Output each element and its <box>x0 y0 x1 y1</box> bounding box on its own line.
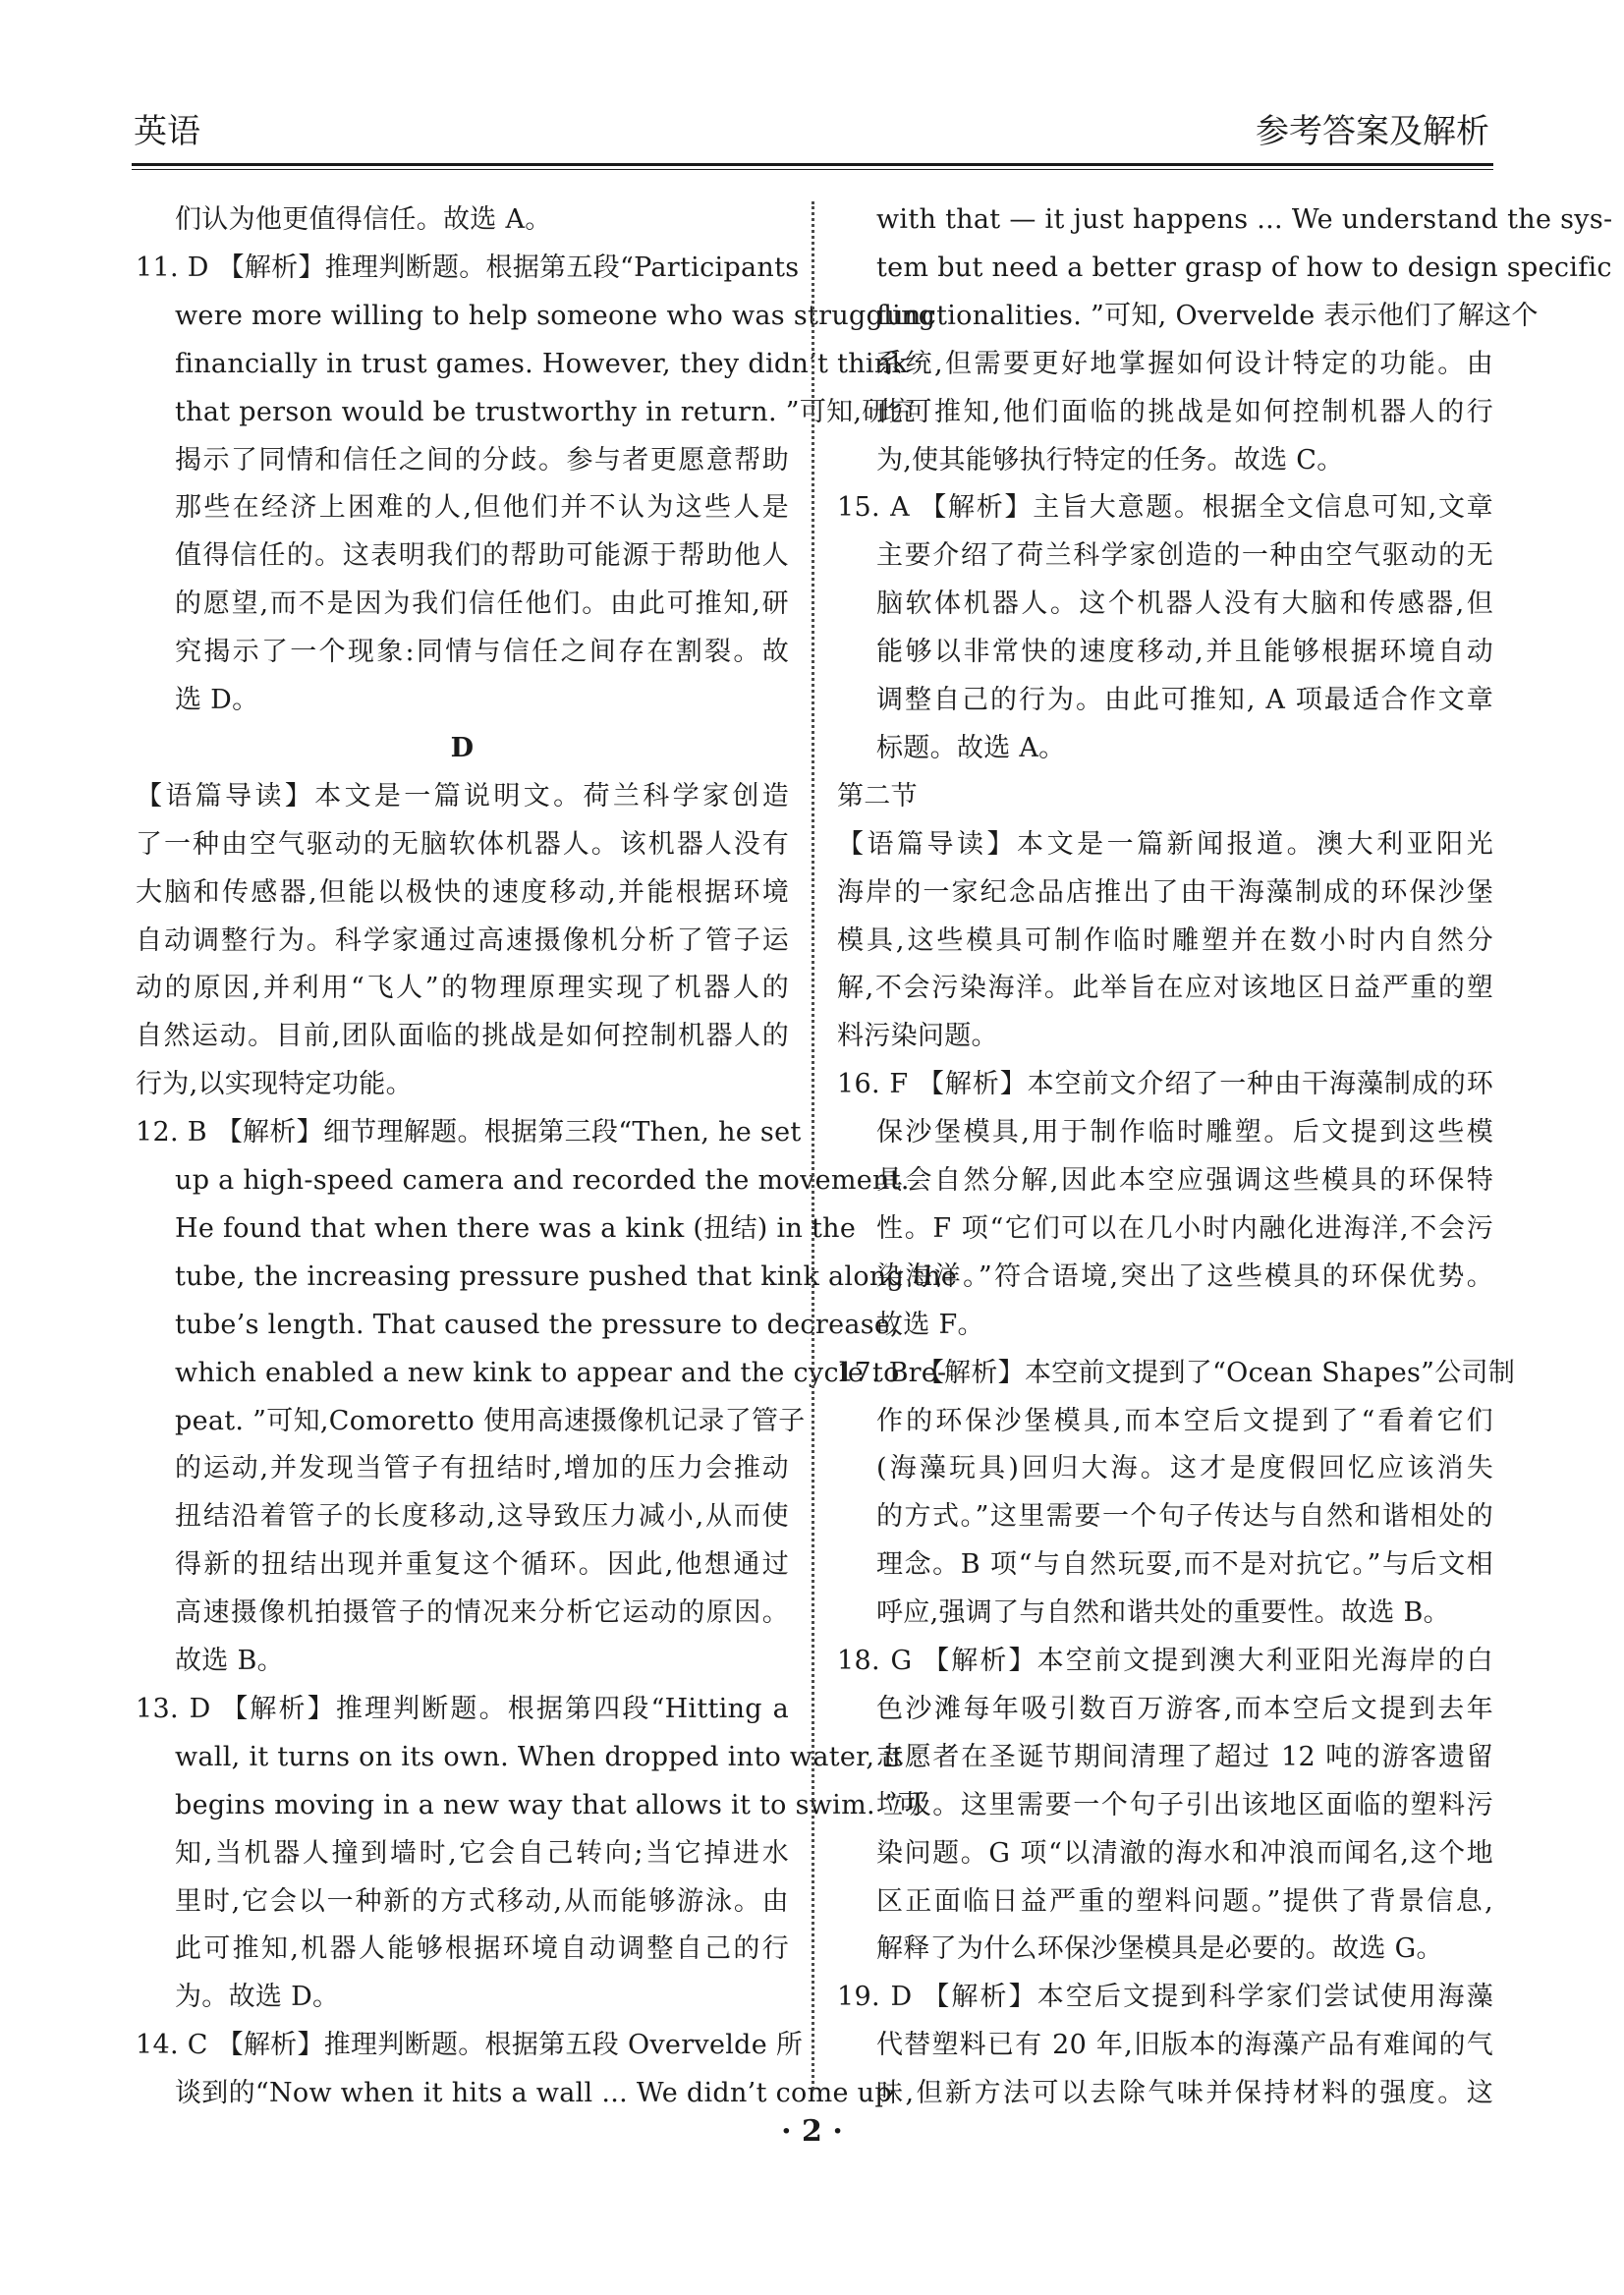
left-column-line: tube’s length. That caused the pressure to decrease, <box>175 1309 900 1340</box>
left-column-line: up a high-speed camera and recorded the movement. <box>175 1165 910 1196</box>
left-column-line: 选 D。 <box>175 685 259 715</box>
left-column-line: 揭示了同情和信任之间的分歧。参与者更愿意帮助 <box>175 444 789 476</box>
right-column-line: 为,使其能够执行特定的任务。故选 C。 <box>876 444 1344 476</box>
left-column-line: 得新的扭结出现并重复这个循环。因此,他想通过 <box>175 1549 789 1581</box>
left-column-line: 13. D 【解析】推理判断题。根据第四段“Hitting a <box>136 1693 789 1724</box>
right-column-line: 垃圾。这里需要一个句子引出该地区面临的塑料污 <box>876 1789 1493 1820</box>
right-column-line: 16. F 【解析】本空前文介绍了一种由干海藻制成的环 <box>837 1069 1493 1100</box>
page-number: · 2 · <box>781 2114 843 2149</box>
left-column-line: 自然运动。目前,团队面临的挑战是如何控制机器人的 <box>136 1021 789 1052</box>
left-column-line: that person would be trustworthy in return. ”可知,研究 <box>175 396 916 427</box>
right-column-line: 呼应,强调了与自然和谐共处的重要性。故选 B。 <box>876 1597 1450 1629</box>
left-column-line: 们认为他更值得信任。故选 A。 <box>175 204 552 235</box>
right-column-line: 志愿者在圣诞节期间清理了超过 12 吨的游客遗留 <box>876 1741 1493 1772</box>
right-column-line: tem but need a better grasp of how to design specific <box>876 252 1612 283</box>
left-column-line: 里时,它会以一种新的方式移动,从而能够游泳。由 <box>175 1885 789 1917</box>
right-column-line: functionalities. ”可知, Overvelde 表示他们了解这个 <box>876 300 1539 331</box>
left-column-line: 的愿望,而不是因为我们信任他们。由此可推知,研 <box>175 588 789 620</box>
right-column-line: 具会自然分解,因此本空应强调这些模具的环保特 <box>876 1165 1493 1196</box>
left-column-line: 究揭示了一个现象:同情与信任之间存在割裂。故 <box>175 637 789 668</box>
right-column-line: 18. G 【解析】本空前文提到澳大利亚阳光海岸的白 <box>837 1646 1493 1676</box>
left-column-line: financially in trust games. However, they didn’t think <box>175 348 909 379</box>
right-column-line: 系统,但需要更好地掌握如何设计特定的功能。由 <box>876 348 1493 379</box>
right-column-line: 解,不会污染海洋。此举旨在应对该地区日益严重的塑 <box>837 973 1493 1004</box>
right-column-line: 代替塑料已有 20 年,旧版本的海藻产品有难闻的气 <box>876 2030 1493 2061</box>
right-column-line: 解释了为什么环保沙堡模具是必要的。故选 G。 <box>876 1933 1443 1965</box>
right-column-line: 此可推知,他们面临的挑战是如何控制机器人的行 <box>876 396 1493 427</box>
left-column-line: 谈到的“Now when it hits a wall ... We didn’t come up <box>175 2078 892 2109</box>
right-column-line: 的方式。”这里需要一个句子传达与自然和谐相处的 <box>876 1501 1493 1533</box>
right-column-line: 19. D 【解析】本空后文提到科学家们尝试使用海藻 <box>837 1982 1493 2013</box>
right-column-line: 染问题。G 项“以清澈的海水和冲浪而闻名,这个地 <box>876 1837 1493 1869</box>
left-column-line: 为。故选 D。 <box>175 1982 340 2013</box>
left-column-line: 动的原因,并利用“飞人”的物理原理实现了机器人的 <box>136 973 789 1004</box>
right-column-line: 保沙堡模具,用于制作临时雕塑。后文提到这些模 <box>876 1117 1493 1148</box>
right-column-line: 模具,这些模具可制作临时雕塑并在数小时内自然分 <box>837 924 1493 956</box>
left-column-line: were more willing to help someone who was struggling <box>175 300 936 331</box>
left-column-line: begins moving in a new way that allows it to swim. ”可 <box>175 1789 925 1820</box>
right-column-line: 味,但新方法可以去除气味并保持材料的强度。这 <box>876 2078 1493 2109</box>
header-section-title: 参考答案及解析 <box>1256 112 1489 151</box>
left-column-line: 扭结沿着管子的长度移动,这导致压力减小,从而使 <box>175 1501 789 1533</box>
left-column-line: 14. C 【解析】推理判断题。根据第五段 Overvelde 所 <box>136 2030 804 2061</box>
right-column-line: 15. A 【解析】主旨大意题。根据全文信息可知,文章 <box>837 492 1493 524</box>
right-column-line: 调整自己的行为。由此可推知, A 项最适合作文章 <box>876 685 1493 715</box>
right-column-line: 理念。B 项“与自然玩耍,而不是对抗它。”与后文相 <box>876 1549 1493 1581</box>
left-column-line: peat. ”可知,Comoretto 使用高速摄像机记录了管子 <box>175 1405 806 1436</box>
left-column-line: 高速摄像机拍摄管子的情况来分析它运动的原因。 <box>175 1597 789 1629</box>
left-column-line: 自动调整行为。科学家通过高速摄像机分析了管子运 <box>136 924 789 956</box>
right-column-line: 第二节 <box>837 780 918 812</box>
left-column-line: 故选 B。 <box>175 1646 284 1676</box>
right-column-line: with that — it just happens ... We understand the sys- <box>876 204 1613 235</box>
left-column-line: 值得信任的。这表明我们的帮助可能源于帮助他人 <box>175 540 789 572</box>
left-column-line: 知,当机器人撞到墙时,它会自己转向;当它掉进水 <box>175 1837 789 1869</box>
left-column-line: 那些在经济上困难的人,但他们并不认为这些人是 <box>175 492 789 524</box>
left-column-line: 行为,以实现特定功能。 <box>136 1069 413 1100</box>
left-column-line: 大脑和传感器,但能以极快的速度移动,并能根据环境 <box>136 876 789 908</box>
right-column-line: 能够以非常快的速度移动,并且能够根据环境自动 <box>876 637 1493 668</box>
left-column-line: which enabled a new kink to appear and the cycle to re- <box>175 1357 947 1388</box>
left-column-line: D <box>450 732 475 763</box>
left-column-line: 11. D 【解析】推理判断题。根据第五段“Participants <box>136 252 800 283</box>
left-column-line: 【语篇导读】本文是一篇说明文。荷兰科学家创造 <box>136 780 789 812</box>
right-column-line: 区正面临日益严重的塑料问题。”提供了背景信息, <box>876 1885 1493 1917</box>
left-column-line: tube, the increasing pressure pushed that kink along the <box>175 1260 958 1292</box>
left-column-line: 了一种由空气驱动的无脑软体机器人。该机器人没有 <box>136 828 789 860</box>
right-column-line: 故选 F。 <box>876 1309 984 1340</box>
right-column-line: (海藻玩具)回归大海。这才是度假回忆应该消失 <box>876 1453 1493 1484</box>
right-column-line: 17. B 【解析】本空前文提到了“Ocean Shapes”公司制 <box>837 1357 1516 1388</box>
right-column-line: 染海洋。”符合语境,突出了这些模具的环保优势。 <box>876 1260 1493 1292</box>
right-column-line: 性。F 项“它们可以在几小时内融化进海洋,不会污 <box>876 1212 1493 1244</box>
right-column-line: 脑软体机器人。这个机器人没有大脑和传感器,但 <box>876 588 1493 620</box>
right-column-line: 色沙滩每年吸引数百万游客,而本空后文提到去年 <box>876 1693 1493 1724</box>
right-column-line: 【语篇导读】本文是一篇新闻报道。澳大利亚阳光 <box>837 828 1493 860</box>
right-column-line: 主要介绍了荷兰科学家创造的一种由空气驱动的无 <box>876 540 1493 572</box>
left-column-line: He found that when there was a kink (扭结) in the <box>175 1212 857 1244</box>
right-column-line: 作的环保沙堡模具,而本空后文提到了“看着它们 <box>876 1405 1493 1436</box>
header-subject: 英语 <box>134 112 200 151</box>
left-column-line: 12. B 【解析】细节理解题。根据第三段“Then, he set <box>136 1117 802 1148</box>
left-column-line: 此可推知,机器人能够根据环境自动调整自己的行 <box>175 1933 789 1965</box>
left-column-line: wall, it turns on its own. When dropped into water, it <box>175 1741 904 1772</box>
right-column-line: 海岸的一家纪念品店推出了由干海藻制成的环保沙堡 <box>837 876 1493 908</box>
left-column-line: 的运动,并发现当管子有扭结时,增加的压力会推动 <box>175 1453 789 1484</box>
right-column-line: 标题。故选 A。 <box>876 732 1066 763</box>
right-column-line: 料污染问题。 <box>837 1021 998 1052</box>
